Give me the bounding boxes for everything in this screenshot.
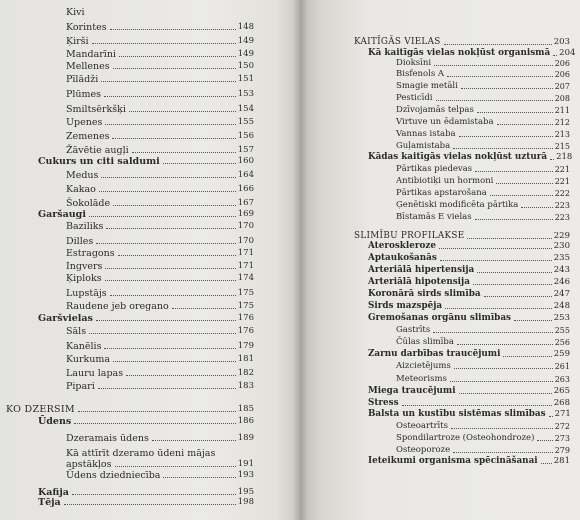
- left-toc-title: Mandarīni: [66, 49, 116, 60]
- left-toc-page-number: 183: [237, 381, 254, 391]
- left-toc-title: Kurkuma: [66, 354, 111, 365]
- left-toc-entry: [38, 209, 254, 220]
- left-toc-title: Ķiploks: [66, 273, 102, 284]
- right-toc-entry: [396, 188, 570, 199]
- leader-dots: [152, 440, 236, 441]
- left-toc-title: Lauru lapas: [66, 368, 124, 379]
- right-toc-title: Dioksīni: [396, 58, 432, 68]
- leader-dots: [484, 296, 552, 297]
- left-toc-page-number: 148: [237, 22, 254, 32]
- left-toc-entry: [66, 248, 254, 259]
- right-toc-page-number: 229: [553, 231, 570, 241]
- right-toc-title: Dzīvojamās telpas: [396, 105, 474, 115]
- right-toc-page-number: 255: [554, 326, 570, 335]
- leader-dots: [461, 88, 553, 89]
- right-toc-page-number: 263: [554, 375, 570, 384]
- right-toc-entry: [368, 253, 570, 264]
- left-toc-entry: [66, 368, 254, 379]
- right-toc-entry: [396, 325, 570, 336]
- left-toc-title: Mellenes: [66, 61, 110, 72]
- left-toc-entry: [66, 145, 254, 156]
- right-toc-page-number: 204: [559, 48, 576, 58]
- left-toc-title: Dilles: [66, 236, 94, 247]
- left-toc-title: Šokolāde: [66, 198, 111, 209]
- right-toc-entry: [396, 117, 570, 128]
- leader-dots: [549, 416, 553, 417]
- leader-dots: [457, 344, 553, 345]
- left-toc-page-number: 198: [237, 497, 254, 507]
- leader-dots: [105, 268, 235, 269]
- left-toc-title: Korintes: [66, 22, 107, 33]
- left-toc-entry: [66, 22, 254, 33]
- left-toc-title: Baziliks: [66, 221, 104, 232]
- left-toc-title: Tēja: [38, 497, 61, 508]
- right-toc-entry: [396, 81, 570, 92]
- leader-dots: [78, 411, 236, 412]
- right-toc-title: Meteorisms: [396, 374, 447, 384]
- left-toc-title: apstākļos: [66, 459, 112, 470]
- left-toc-entry: [66, 104, 254, 115]
- left-toc-page-number: 150: [237, 61, 254, 71]
- right-toc-page-number: 208: [554, 94, 570, 103]
- leader-dots: [105, 280, 236, 281]
- right-toc-page-number: 207: [554, 82, 570, 91]
- right-toc-entry: [396, 361, 570, 372]
- left-toc-title: Ingvers: [66, 261, 103, 272]
- left-toc-page-number: 179: [237, 341, 254, 351]
- left-toc-title: Kivi: [66, 7, 85, 18]
- right-toc-title: Guļamistaba: [396, 141, 451, 151]
- left-toc-entry: [66, 74, 254, 85]
- right-toc-entry: [396, 212, 570, 223]
- right-toc-entry: [368, 277, 570, 288]
- right-toc-page-number: 265: [553, 386, 570, 396]
- left-toc-entry: [66, 61, 254, 72]
- leader-dots: [126, 375, 236, 376]
- left-toc-page-number: 153: [237, 89, 254, 99]
- left-toc-entry: [66, 448, 254, 459]
- left-toc-page-number: 154: [237, 104, 254, 114]
- left-toc-title: Ķirši: [66, 36, 89, 47]
- left-toc-page-number: 185: [237, 404, 254, 414]
- left-toc-title: Pīlādži: [66, 74, 99, 85]
- right-toc-entry: [368, 152, 573, 163]
- leader-dots: [105, 124, 235, 125]
- leader-dots: [113, 361, 236, 362]
- right-toc-page-number: 221: [554, 165, 570, 174]
- left-toc-entry: [66, 36, 254, 47]
- left-toc-entry: [66, 184, 254, 195]
- leader-dots: [447, 76, 553, 77]
- leader-dots: [92, 43, 236, 44]
- left-toc-page-number: 193: [237, 470, 254, 480]
- right-toc-entry: [396, 58, 570, 69]
- right-toc-entry: [396, 69, 570, 80]
- left-toc-title: Žāvētie augļi: [66, 145, 129, 156]
- left-toc-page-number: 175: [237, 288, 254, 298]
- right-toc-title: Aizcietējums: [396, 361, 451, 371]
- right-toc-title: Pārtikas piedevas: [396, 164, 473, 174]
- right-toc-page-number: 268: [553, 398, 570, 408]
- leader-dots: [459, 136, 553, 137]
- leader-dots: [163, 477, 235, 478]
- right-toc-entry: [368, 409, 570, 420]
- right-toc-entry: [396, 141, 570, 152]
- left-toc-page-number: 164: [237, 170, 254, 180]
- right-toc-entry: [368, 386, 570, 397]
- leader-dots: [112, 138, 235, 139]
- left-toc-page-number: 157: [237, 145, 254, 155]
- left-toc-page-number: 176: [237, 313, 254, 323]
- left-toc-title: Upenes: [66, 117, 103, 128]
- leader-dots: [434, 65, 553, 66]
- right-toc-title: Bisfenols A: [396, 69, 445, 79]
- left-toc-page-number: 166: [237, 184, 254, 194]
- left-toc-page-number: 191: [237, 459, 254, 469]
- left-toc-entry: [66, 261, 254, 272]
- left-toc-page-number: 186: [237, 416, 254, 426]
- left-toc-title: Sāls: [66, 326, 87, 337]
- leader-dots: [445, 308, 552, 309]
- left-toc-title: Ūdens: [38, 416, 72, 427]
- left-toc-entry: [66, 470, 254, 481]
- leader-dots: [497, 124, 553, 125]
- left-toc-entry: [66, 89, 254, 100]
- right-toc-page-number: 243: [553, 265, 570, 275]
- right-toc-entry: [396, 433, 570, 444]
- leader-dots: [444, 44, 552, 45]
- left-toc-entry: [6, 404, 254, 415]
- right-toc-title: Ateroskleroze: [368, 241, 436, 251]
- left-toc-entry: [66, 381, 254, 392]
- leader-dots: [541, 463, 552, 464]
- leader-dots: [439, 248, 552, 249]
- left-toc-page-number: 182: [237, 368, 254, 378]
- left-toc-page-number: 175: [237, 301, 254, 311]
- left-toc-page-number: 155: [237, 117, 254, 127]
- leader-dots: [101, 81, 236, 82]
- leader-dots: [475, 171, 553, 172]
- right-toc-entry: [368, 289, 570, 300]
- left-toc-entry: [38, 156, 254, 167]
- right-toc-page-number: 206: [554, 70, 570, 79]
- right-toc-entry: [396, 129, 570, 140]
- left-toc-page-number: 170: [237, 221, 254, 231]
- left-toc-title: KO DZERSIM: [6, 404, 75, 415]
- left-toc-entry: [66, 170, 254, 181]
- left-toc-title: Garšvielas: [38, 313, 93, 324]
- leader-dots: [550, 159, 554, 160]
- right-toc-entry: [396, 164, 570, 175]
- right-toc-title: Pārtikas apstarošana: [396, 188, 487, 198]
- right-toc-page-number: 212: [554, 118, 570, 127]
- leader-dots: [451, 428, 553, 429]
- left-toc-entry: [38, 497, 254, 508]
- right-toc-page-number: 272: [554, 422, 570, 431]
- right-toc-title: SLIMĪBU PROFILAKSE: [354, 231, 465, 241]
- leader-dots: [172, 308, 236, 309]
- right-toc-entry: [368, 241, 570, 252]
- left-toc-entry: [66, 7, 254, 18]
- right-toc-entry: [368, 265, 570, 276]
- right-toc-entry: [396, 176, 570, 187]
- left-toc-entry: [66, 301, 254, 312]
- left-toc-entry: [66, 288, 254, 299]
- right-toc-entry: [396, 93, 570, 104]
- leader-dots: [490, 195, 553, 196]
- right-toc-title: Miega traucējumi: [368, 386, 456, 396]
- right-toc-page-number: 221: [554, 177, 570, 186]
- left-toc-entry: [66, 459, 254, 470]
- right-toc-page-number: 213: [554, 130, 570, 139]
- left-toc-page-number: 156: [237, 131, 254, 141]
- left-toc-entry: [66, 117, 254, 128]
- left-toc-title: Dzeramais ūdens: [66, 433, 149, 444]
- right-toc-title: Stress: [368, 398, 399, 408]
- left-toc-page-number: 149: [237, 49, 254, 59]
- right-toc-title: Smagie metāli: [396, 81, 458, 91]
- left-toc-entry: [66, 326, 254, 337]
- left-toc-entry: [66, 198, 254, 209]
- right-toc-page-number: 230: [553, 241, 570, 251]
- right-toc-title: Kā kaitīgās vielas nokļūst organismā: [368, 48, 551, 58]
- leader-dots: [72, 494, 236, 495]
- right-toc-entry: [396, 105, 570, 116]
- left-toc-title: Zemenes: [66, 131, 110, 142]
- leader-dots: [113, 205, 236, 206]
- leader-dots: [475, 219, 553, 220]
- left-toc-page-number: 174: [237, 273, 254, 283]
- right-toc-entry: [354, 37, 570, 48]
- leader-dots: [503, 356, 551, 357]
- left-toc-page-number: 169: [237, 209, 254, 219]
- leader-dots: [132, 152, 236, 153]
- left-toc-entry: [66, 273, 254, 284]
- left-toc-entry: [66, 49, 254, 60]
- right-toc-title: Antibiotiķi un hormoni: [396, 176, 494, 186]
- right-toc-title: Koronārā sirds slimība: [368, 289, 481, 299]
- leader-dots: [96, 320, 236, 321]
- right-toc-page-number: 211: [554, 106, 570, 115]
- left-toc-page-number: 171: [237, 248, 254, 258]
- right-toc-title: Osteoartrīts: [396, 421, 449, 431]
- left-toc-page-number: 171: [237, 261, 254, 271]
- leader-dots: [433, 332, 553, 333]
- leader-dots: [89, 216, 236, 217]
- leader-dots: [453, 452, 553, 453]
- leader-dots: [521, 207, 552, 208]
- right-toc-title: Vannas istaba: [396, 129, 456, 139]
- left-toc-entry: [66, 131, 254, 142]
- leader-dots: [436, 100, 553, 101]
- leader-dots: [110, 29, 236, 30]
- right-toc-page-number: 223: [554, 213, 570, 222]
- right-toc-page-number: 256: [554, 338, 570, 347]
- leader-dots: [477, 112, 553, 113]
- right-toc-title: Kādas kaitīgās vielas nokļūst uzturā: [368, 152, 548, 162]
- right-toc-entry: [368, 349, 570, 360]
- right-toc-page-number: 279: [554, 446, 570, 455]
- left-toc-page-number: 195: [237, 487, 254, 497]
- leader-dots: [514, 320, 552, 321]
- right-toc-title: Balsta un kustību sistēmas slimības: [368, 409, 546, 419]
- leader-dots: [453, 148, 553, 149]
- left-toc-title: Kanēlis: [66, 341, 102, 352]
- right-toc-title: Virtuve un ēdamistaba: [396, 117, 494, 127]
- left-toc-title: Kafija: [38, 487, 69, 498]
- leader-dots: [496, 183, 552, 184]
- right-toc-page-number: 259: [553, 349, 570, 359]
- right-toc-title: Ieteikumi organisma spēcināšanai: [368, 456, 538, 466]
- right-toc-title: Spondilartroze (Osteohondroze): [396, 433, 535, 443]
- right-toc-page-number: 247: [553, 289, 570, 299]
- leader-dots: [477, 272, 552, 273]
- leader-dots: [64, 504, 236, 505]
- leader-dots: [98, 388, 236, 389]
- left-toc-page-number: 167: [237, 198, 254, 208]
- right-toc-title: Bīstamās E vielas: [396, 212, 472, 222]
- left-toc-entry: [38, 416, 254, 427]
- right-toc-page-number: 203: [553, 37, 570, 47]
- right-toc-title: Osteoporoze: [396, 445, 451, 455]
- leader-dots: [106, 228, 235, 229]
- right-toc-title: Ģenētiski modificēta pārtika: [396, 200, 519, 210]
- right-toc-entry: [396, 374, 570, 385]
- left-toc-title: Raudene jeb oregano: [66, 301, 169, 312]
- right-toc-entry: [396, 200, 570, 211]
- right-toc-page-number: 235: [553, 253, 570, 263]
- right-toc-page-number: 261: [554, 362, 570, 371]
- right-toc-page-number: 281: [553, 456, 570, 466]
- right-toc-page-number: 246: [553, 277, 570, 287]
- left-toc-title: Smiltsērkšķi: [66, 104, 126, 115]
- right-page: [300, 0, 580, 520]
- leader-dots: [473, 284, 552, 285]
- leader-dots: [115, 466, 236, 467]
- right-toc-title: KAITĪGĀS VIELAS: [354, 37, 441, 47]
- right-toc-page-number: 215: [554, 142, 570, 151]
- leader-dots: [459, 393, 552, 394]
- right-toc-title: Čūlas slimība: [396, 337, 454, 347]
- right-toc-entry: [368, 313, 570, 324]
- right-toc-entry: [396, 445, 570, 456]
- left-toc-title: Kakao: [66, 184, 96, 195]
- right-toc-page-number: 223: [554, 201, 570, 210]
- left-toc-title: Estragons: [66, 248, 115, 259]
- right-toc-entry: [368, 456, 570, 467]
- left-toc-title: Plūmes: [66, 89, 102, 100]
- left-toc-page-number: 170: [237, 236, 254, 246]
- left-toc-title: Ūdens dziedniecība: [66, 470, 161, 481]
- leader-dots: [113, 68, 236, 69]
- right-toc-page-number: 253: [553, 313, 570, 323]
- left-toc-title: Lupstājs: [66, 288, 107, 299]
- right-toc-entry: [396, 421, 570, 432]
- leader-dots: [467, 238, 551, 239]
- left-toc-page-number: 181: [237, 354, 254, 364]
- left-toc-entry: [66, 354, 254, 365]
- left-toc-entry: [66, 341, 254, 352]
- right-toc-page-number: 271: [554, 409, 571, 419]
- leader-dots: [129, 111, 236, 112]
- leader-dots: [163, 163, 236, 164]
- right-toc-title: Sirds mazspēja: [368, 301, 443, 311]
- leader-dots: [89, 333, 236, 334]
- left-toc-entry: [38, 313, 254, 324]
- leader-dots: [454, 368, 553, 369]
- left-toc-entry: [66, 236, 254, 247]
- leader-dots: [110, 295, 236, 296]
- leader-dots: [104, 96, 236, 97]
- leader-dots: [118, 255, 236, 256]
- right-toc-entry: [368, 398, 570, 409]
- right-toc-page-number: 206: [554, 59, 570, 68]
- leader-dots: [440, 260, 552, 261]
- left-toc-title: Pipari: [66, 381, 95, 392]
- left-toc-page-number: 176: [237, 326, 254, 336]
- leader-dots: [74, 423, 236, 424]
- left-toc-title: Medus: [66, 170, 99, 181]
- right-toc-entry: [396, 337, 570, 348]
- right-toc-title: Pesticīdi: [396, 93, 433, 103]
- leader-dots: [99, 191, 236, 192]
- leader-dots: [553, 55, 557, 56]
- right-toc-title: Arteriālā hipertensija: [368, 265, 475, 275]
- left-toc-title: Kā attīrīt dzeramo ūdeni mājas: [66, 448, 216, 459]
- leader-dots: [450, 381, 553, 382]
- left-toc-page-number: 189: [237, 433, 254, 443]
- right-toc-title: Gastrīts: [396, 325, 431, 335]
- right-toc-page-number: 222: [554, 189, 570, 198]
- right-toc-title: Gremošanas orgānu slimības: [368, 313, 511, 323]
- right-toc-title: Aptaukošanās: [368, 253, 437, 263]
- left-toc-title: Cukurs un citi saldumi: [38, 156, 160, 167]
- left-toc-title: Garšaugi: [38, 209, 86, 220]
- right-toc-page-number: 273: [554, 434, 570, 443]
- right-toc-page-number: 248: [553, 301, 570, 311]
- leader-dots: [119, 56, 236, 57]
- right-toc-entry: [368, 301, 570, 312]
- left-toc-page-number: 149: [237, 36, 254, 46]
- leader-dots: [104, 348, 235, 349]
- leader-dots: [402, 405, 552, 406]
- right-toc-title: Zarnu darbības traucējumi: [368, 349, 501, 359]
- leader-dots: [537, 440, 552, 441]
- leader-dots: [101, 177, 235, 178]
- left-toc-page-number: 151: [237, 74, 254, 84]
- left-toc-page-number: 160: [237, 156, 254, 166]
- leader-dots: [96, 243, 236, 244]
- right-toc-page-number: 218: [556, 152, 573, 162]
- right-toc-title: Arteriālā hipotensija: [368, 277, 470, 287]
- left-toc-entry: [66, 221, 254, 232]
- left-toc-entry: [66, 433, 254, 444]
